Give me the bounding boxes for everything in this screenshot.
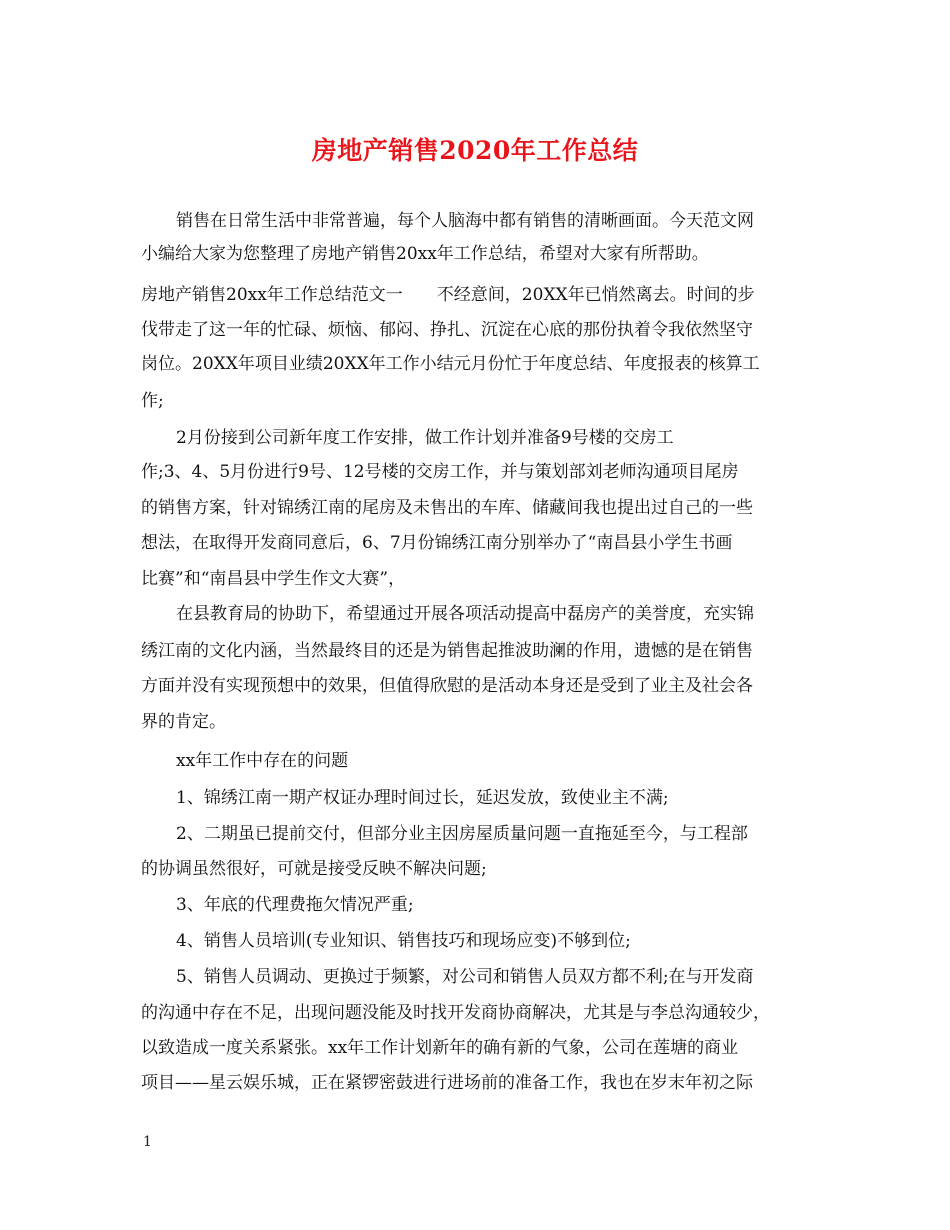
page-number: 1 xyxy=(143,1134,152,1150)
body-line: 项目——星云娱乐城，正在紧锣密鼓进行进场前的准备工作，我也在岁末年初之际 xyxy=(141,1073,753,1093)
list-item: 4、销售人员培训(专业知识、销售技巧和现场应变)不够到位; xyxy=(176,931,631,951)
body-line: 房地产销售20xx年工作总结范文一 不经意间，20XX年已悄然离去。时间的步 xyxy=(141,285,755,305)
body-line: 岗位。20XX年项目业绩20XX年工作小结元月份忙于年度总结、年度报表的核算工 xyxy=(141,354,760,374)
body-line: 销售在日常生活中非常普遍，每个人脑海中都有销售的清晰画面。今天范文网 xyxy=(176,211,754,231)
list-item: 1、锦绣江南一期产权证办理时间过长，延迟发放，致使业主不满; xyxy=(176,788,669,808)
list-item: 5、销售人员调动、更换过于频繁，对公司和销售人员双方都不利;在与开发商 xyxy=(176,967,754,987)
body-line: 2月份接到公司新年度工作安排，做工作计划并准备9号楼的交房工 xyxy=(176,428,674,448)
body-line: 以致造成一度关系紧张。xx年工作计划新年的确有新的气象，公司在莲塘的商业 xyxy=(141,1038,739,1058)
body-line: 的沟通中存在不足，出现问题没能及时找开发商协商解决，尤其是与李总沟通较少， xyxy=(141,1003,770,1023)
section-heading: xx年工作中存在的问题 xyxy=(176,751,349,771)
body-line: 方面并没有实现预想中的效果，但值得欣慰的是活动本身还是受到了业主及社会各 xyxy=(141,676,753,696)
body-line: 绣江南的文化内涵，当然最终目的还是为销售起推波助澜的作用，遗憾的是在销售 xyxy=(141,641,753,661)
body-line: 比赛”和“南昌县中学生作文大赛”， xyxy=(141,569,406,589)
body-line: 小编给大家为您整理了房地产销售20xx年工作总结，希望对大家有所帮助。 xyxy=(141,244,709,264)
body-line: 界的肯定。 xyxy=(141,712,226,732)
list-item: 2、二期虽已提前交付，但部分业主因房屋质量问题一直拖延至今，与工程部 xyxy=(176,824,748,844)
body-line: 的销售方案，针对锦绣江南的尾房及未售出的车库、储藏间我也提出过自己的一些 xyxy=(141,498,753,518)
body-line: 想法，在取得开发商同意后，6、7月份锦绣江南分别举办了“南昌县小学生书画 xyxy=(141,533,733,553)
list-item: 3、年底的代理费拖欠情况严重; xyxy=(176,895,414,915)
body-line: 的协调虽然很好，可就是接受反映不解决问题; xyxy=(141,859,487,879)
body-line: 作;3、4、5月份进行9号、12号楼的交房工作，并与策划部刘老师沟通项目尾房 xyxy=(141,462,739,482)
document-title: 房地产销售2020年工作总结 xyxy=(311,136,639,165)
body-line: 在县教育局的协助下，希望通过开展各项活动提高中磊房产的美誉度，充实锦 xyxy=(176,604,754,624)
body-line: 作; xyxy=(141,391,164,411)
body-line: 伐带走了这一年的忙碌、烦恼、郁闷、挣扎、沉淀在心底的那份执着令我依然坚守 xyxy=(141,320,753,340)
